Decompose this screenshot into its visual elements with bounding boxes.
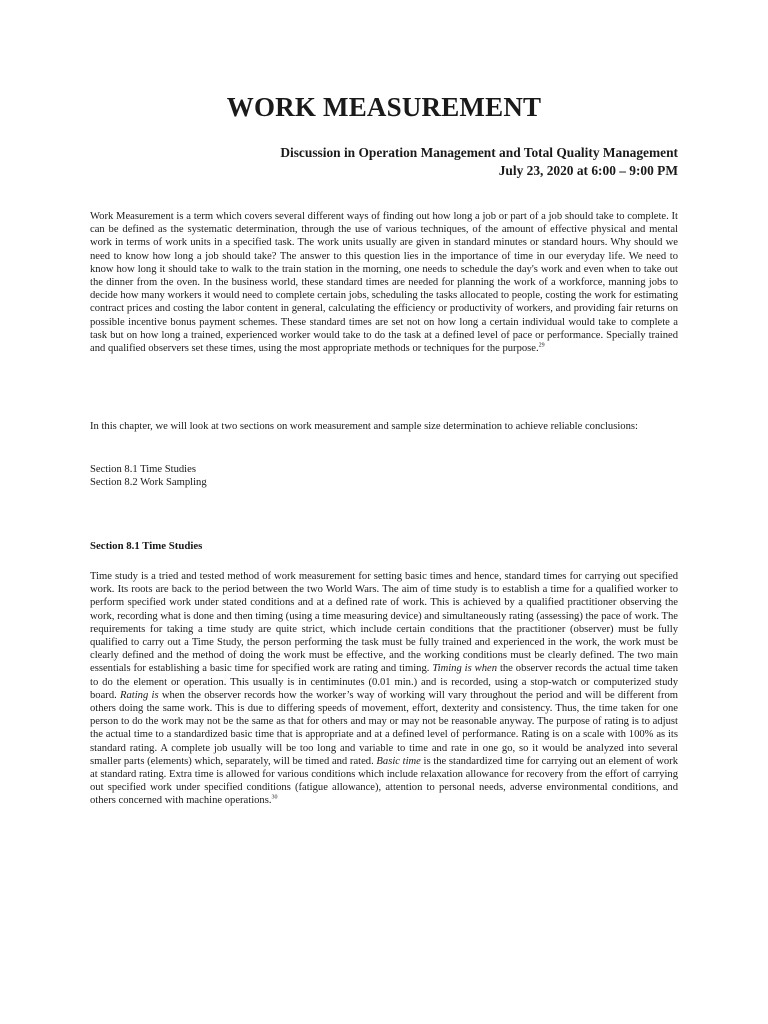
section-list-item: Section 8.2 Work Sampling [90,477,207,489]
footnote-ref: 29 [538,342,545,349]
section-heading: Section 8.1 Time Studies [90,540,203,552]
time-study-text: is the standardized time for carrying out an element of work at standard rating. Extra time is allowed for various conditions which include relaxation allowance for recovery from the effort of carrying out specified work under specified conditions (fatigue allowance), attention to personal needs, adverse environmental conditions, and others concerned with machine operations. [90,755,678,807]
section-list-item: Section 8.1 Time Studies [90,464,196,475]
footnote-ref: 30 [271,794,278,801]
document-title: WORK MEASUREMENT [226,92,542,122]
rating-term: Rating is [120,689,159,701]
subtitle-date: July 23, 2020 at 6:00 – 9:00 PM [498,163,678,178]
section-list [90,463,678,489]
intro-text: Work Measurement is a term which covers several different ways of finding out how long a job or part of a job should take to complete. It can be defined as the systematic determination, through the use of various techniques, of the amount of effective physical and mental work in terms of work units in a specified task. The work units usually are given in standard minutes or standard hours. Why should we need to know how long a job should take? The answer to this question lies in the importance of time in our everyday life. We need to know how long it should take to walk to the train station in the morning, one needs to schedule the day's work and even when to take out the dinner from the oven. In the business world, these standard times are needed for planning the work of a workforce, manning jobs to decide how many workers it would need to complete certain jobs, scheduling the tasks allocated to people, costing the work for estimating contract prices and costing the labor content in general, calculating the efficiency or productivity of workers, and providing fair returns on possible incentive bonus payment schemes. These standard times are set not on how long a certain individual would take to complete a task but on how long a trained, experienced worker would take to do the task at a defined level of pace or performance. Specially trained and qualified observers set these times, using the most appropriate methods or techniques for the purpose. [90,211,678,355]
time-study-paragraph [90,570,678,808]
intro-paragraph [90,210,678,355]
chapter-paragraph: In this chapter, we will look at two sections on work measurement and sample size determination to achieve reliable conclusions: [90,421,638,432]
subtitle-course: Discussion in Operation Management and Total Quality Management [280,145,678,160]
document-subtitle [280,144,678,180]
timing-term: Timing is when [432,663,498,675]
time-study-text: Time study is a tried and tested method of work measurement for setting basic times and hence, standard times for carrying out specified work. Its roots are back to the period between the two World Wars. The aim of time study is to establish a time for a qualified worker to perform specified work under stated conditions and at a defined rate of work. This is achieved by a qualified practitioner observing the work, recording what is done and then timing (using a time measuring device) and simultaneously rating (assessing) the pace of work. The requirements for taking a time study are quite strict, which include certain conditions that the practitioner (observer) must be fully qualified to carry out a Time Study, the person performing the task must be fully trained and experienced in the work, the work must be clearly defined and the method of doing the work must be effective, and the working conditions must be clearly defined. The two main essentials for establishing a basic time for specified work are rating and timing. [90,571,678,675]
time-study-text: the observer records the actual time taken to do the element or operation. This usually is in centiminutes (0.01 min.) and is recorded, using a stop-watch or computerized study board. [90,663,679,701]
time-study-text: when the observer records how the worker’s way of working will vary throughout the period and will be different from others doing the same work. This is due to differing speeds of movement, effort, dexterity and consistency. Thus, the time taken for one person to do the work may not be the same as that for others and may or may not be reasonable anyway. The purpose of rating is to adjust the actual time to a standardized basic time that is appropriate and at a defined level of performance. Rating is on a scale with 100% as its standard rating. A complete job usually will be too long and variable to time and rate in one go, so it would be analyzed into several smaller parts (elements) which, separately, will be timed and rated. [90,689,679,767]
basic-time-term: Basic time [376,755,421,767]
